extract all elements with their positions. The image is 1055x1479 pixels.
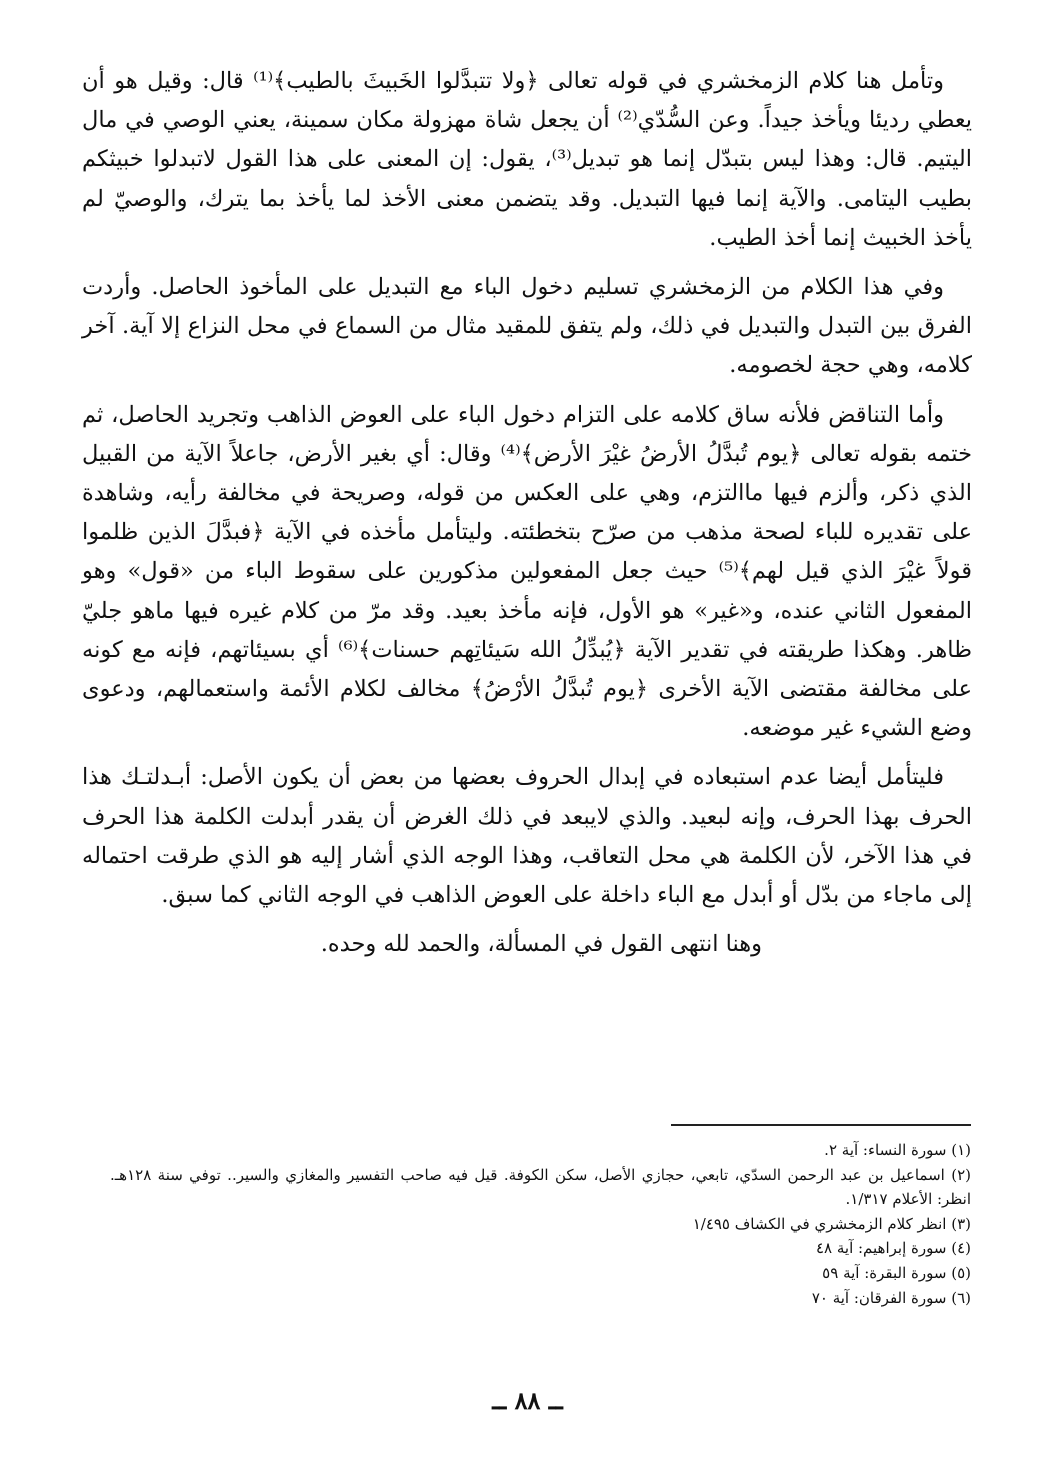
paragraph-1: وتأمل هنا كلام الزمخشري في قوله تعالى ﴿ولا تتبدَّلوا الخَبيثَ بالطيب﴾⁽¹⁾ قال: وقيل هو أن يعطي رديئا ويأخذ جيداً. وعن السُّدّي⁽²⁾ أن يجعل شاة مهزولة مكان سمينة، يعني الوصي في مال اليتيم. قال: وهذا ليس بتبدّل إنما هو تبديل⁽³⁾، يقول: إن المعنى على هذا القول لاتبدلوا خبيثكم بطيب اليتامى. والآية إنما فيها التبديل. وقد يتضمن معنى الأخذ لما يأخذ بما يترك، والوصيّ لم يأخذ الخبيث إنما أخذ الطيب.	[82, 68, 972, 251]
paragraph-2: وفي هذا الكلام من الزمخشري تسليم دخول الباء مع التبديل على المأخوذ الحاصل. وأردت الفرق بين التبدل والتبديل في ذلك، ولم يتفق للمقيد مثال من السماع في محل النزاع إلا آية. آخر كلامه، وهي حجة لخصومه.	[82, 274, 972, 379]
paragraph-4: فليتأمل أيضا عدم استبعاده في إبدال الحروف بعضها من بعض أن يكون الأصل: أبـدلتـك هذا الحرف بهذا الحرف، وإنه لبعيد. والذي لايبعد في ذلك الغرض أن يقدر أبدلت الكلمة هذا الحرف في هذا الآخر، لأن الكلمة هي محل التعاقب، وهذا الوجه الذي أشار إليه هو الذي طرقت احتماله إلى ماجاء من بدّل أو أبدل مع الباء داخلة على العوض الذاهب في الوجه الثاني كما سبق.	[82, 764, 972, 909]
footnote-5: (٥) سورة البقرة: آية ٥٩	[822, 1263, 971, 1282]
page-number: ــ ٨٨ ــ	[492, 1386, 563, 1415]
closing-line: وهنا انتهى القول في المسألة، والحمد لله وحده.	[320, 931, 762, 958]
footnote-2: (٢) اسماعيل بن عبد الرحمن السدّي، تابعي، حجازي الأصل، سكن الكوفة. قيل فيه صاحب التفسير والمغازي والسير.. توفي سنة ١٢٨هـ. انظر: الأعلام ١/٣١٧.	[110, 1165, 971, 1209]
paragraph-3: وأما التناقض فلأنه ساق كلامه على التزام دخول الباء على العوض الذاهب وتجريد الحاصل، ثم ختمه بقوله تعالى ﴿يوم تُبدَّلُ الأرضُ غيْرَ الأرض﴾⁽⁴⁾ وقال: أي بغير الأرض، جاعلاً الآية من القبيل الذي ذكر، وألزم فيها ماالتزم، وهي على العكس من قوله، وصريحة في مخالفة رأيه، وشاهدة على تقديره للباء لصحة مذهب من صرّح بتخطئته. وليتأمل مأخذه في الآية ﴿فبدَّلَ الذين ظلموا قولاً غيْرَ الذي قيل لهم﴾⁽⁵⁾ حيث جعل المفعولين مذكورين على سقوط الباء من «قول» وهو المفعول الثاني عنده، و«غير» هو الأول، فإنه مأخذ بعيد. وقد مرّ من كلام غيره فيها ماهو جليّ ظاهر. وهكذا طريقته في تقدير الآية ﴿يُبدِّلُ الله سَيئاتِهم حسنات﴾⁽⁶⁾ أي بسيئاتهم، فإنه مع كونه على مخالفة مقتضى الآية الأخرى ﴿يوم تُبدَّلُ الأرْضُ﴾ مخالف لكلام الأئمة واستعمالهم، ودعوى وضع الشيء غير موضعه.	[82, 401, 972, 742]
footnotes	[110, 1138, 971, 1310]
footnote-3: (٣) انظر كلام الزمخشري في الكشاف ١/٤٩٥	[692, 1214, 971, 1233]
footnote-6: (٦) سورة الفرقان: آية ٧٠	[811, 1288, 971, 1307]
footnote-4: (٤) سورة إبراهيم: آية ٤٨	[815, 1239, 971, 1258]
footnote-divider	[671, 1124, 971, 1126]
page-body	[82, 62, 972, 964]
footnote-1: (١) سورة النساء: آية ٢.	[824, 1141, 971, 1159]
